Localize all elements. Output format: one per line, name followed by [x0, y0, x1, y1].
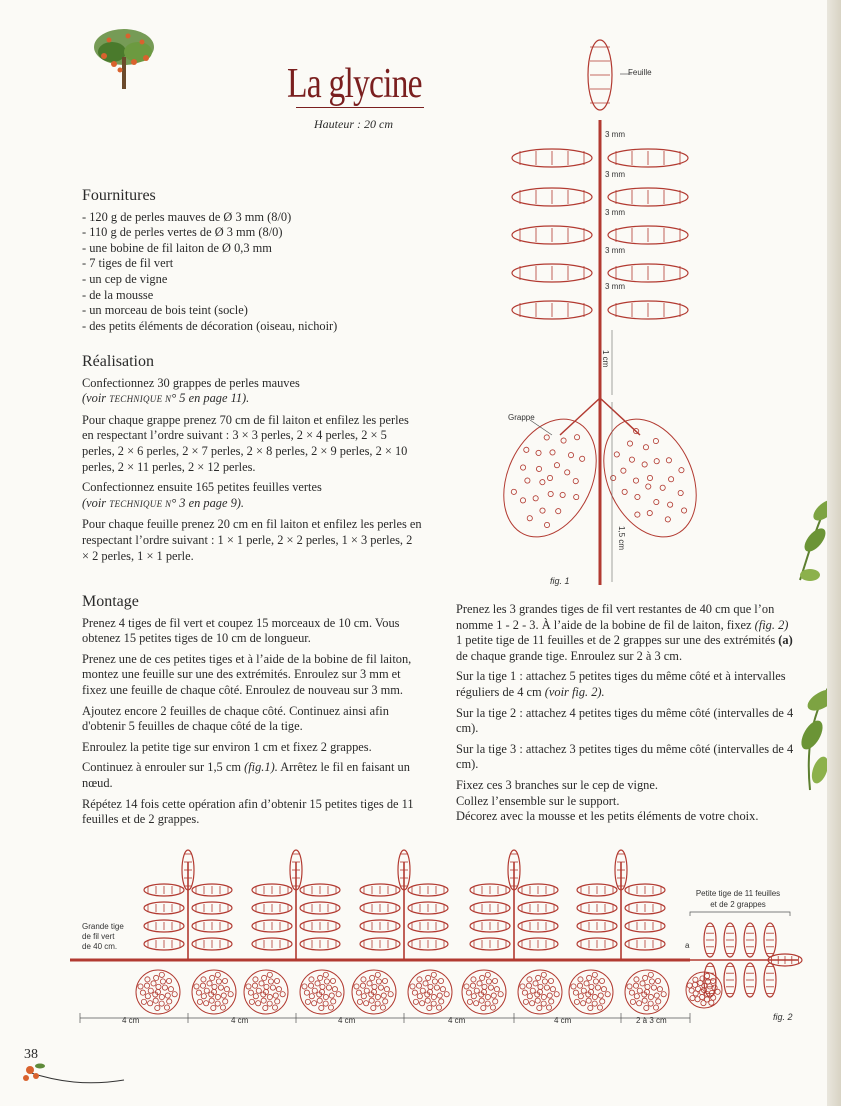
figure-1-caption: fig. 1: [550, 576, 570, 586]
bead-leaf: [192, 938, 232, 950]
assembly-instructions: [456, 602, 796, 825]
fournitures-heading: Fournitures: [82, 187, 156, 204]
realisation-section: [82, 354, 422, 569]
page-title: La glycine: [287, 61, 422, 107]
dim-label: 4 cm: [554, 1016, 572, 1025]
petite-tige-sprig: [462, 850, 562, 1014]
bead-leaf: [625, 902, 665, 914]
bead-leaf: [252, 920, 292, 932]
bead-leaf: [518, 884, 558, 896]
bead-leaf: [300, 938, 340, 950]
bead-leaf: [470, 902, 510, 914]
assembly-paragraph: Sur la tige 2 : attachez 4 petites tiges du même côté (intervalles de 4 cm).: [456, 705, 794, 736]
dim-label: 4 cm: [122, 1016, 140, 1025]
bead-leaf: [608, 188, 688, 206]
list-item: - des petits éléments de décoration (oiseau, nichoir): [82, 318, 338, 333]
bead-leaf: [512, 149, 592, 167]
bead-leaf: [252, 884, 292, 896]
petite-tige-label: Petite tige de 11 feuilles et de 2 grappes: [695, 889, 781, 909]
realisation-heading: Réalisation: [82, 353, 154, 370]
fournitures-section: [82, 188, 422, 334]
dim-label: 2 à 3 cm: [636, 1016, 667, 1025]
bead-leaf: [144, 920, 184, 932]
bead-leaf: [300, 902, 340, 914]
mm-label: 3 mm: [605, 170, 625, 179]
grappe-label: Grappe: [508, 413, 535, 422]
bead-leaf: [577, 920, 617, 932]
montage-paragraph: Enroulez la petite tige sur environ 1 cm et fixez 2 grappes.: [82, 739, 372, 754]
bead-leaf: [608, 264, 688, 282]
bead-leaf: [144, 902, 184, 914]
bead-cluster: [136, 970, 180, 1014]
list-item: - un cep de vigne: [82, 271, 168, 286]
bead-cluster: [408, 970, 452, 1014]
figure-2-drawing: [70, 840, 810, 1035]
bead-cluster: [244, 970, 288, 1014]
bead-leaf: [608, 149, 688, 167]
bead-leaf: [470, 938, 510, 950]
assembly-paragraph: Prenez les 3 grandes tiges de fil vert restantes de 40 cm que l’on nomme 1 - 2 - 3. À l’aide de la bobine de fil de laiton, fixez (fig. 2) 1 petite tige de 11 feuilles et de 2 grappes sur une des extrémités (a) de chaque grande tige. Enroulez sur 2 à 3 cm.: [456, 602, 793, 663]
assembly-paragraph: Sur la tige 3 : attachez 3 petites tiges du même côté (intervalles de 4 cm).: [456, 741, 794, 772]
one-five-cm-label: 1,5 cm: [617, 526, 626, 551]
bead-leaf: [360, 902, 400, 914]
realisation-paragraph: Pour chaque grappe prenez 70 cm de fil laiton et enfilez les perles en respectant l’ordre suivant : 3 × 3 perles, 2 × 4 perles, 2 × 5 perles, 2 × 6 perles, 2 × 7 perles, 2 × 8 perles, 2 × 9 perles, 2 × 10 perles, 2 × 11 perles, 2 × 12 perles.: [82, 412, 409, 474]
mm-label: 3 mm: [605, 282, 625, 291]
bead-leaf: [625, 884, 665, 896]
bead-leaf: [300, 920, 340, 932]
bead-cluster: [486, 404, 615, 552]
bead-cluster: [462, 970, 506, 1014]
bead-leaf: [360, 938, 400, 950]
bead-leaf: [192, 920, 232, 932]
bead-leaf: [360, 884, 400, 896]
bead-leaf: [408, 902, 448, 914]
montage-paragraph: Répétez 14 fois cette opération afin d’obtenir 15 petites tiges de 11 feuilles et de 2 grappes.: [82, 796, 414, 827]
bead-leaf: [744, 923, 756, 957]
one-cm-label: 1 cm: [601, 350, 610, 368]
bead-leaf: [764, 923, 776, 957]
bead-leaf: [470, 920, 510, 932]
bead-leaf: [625, 938, 665, 950]
mm-label: 3 mm: [605, 208, 625, 217]
bracket: [690, 912, 790, 916]
montage-paragraph: Continuez à enrouler sur 1,5 cm (fig.1). Arrêtez le fil en faisant un nœud.: [82, 760, 410, 790]
dim-label: 4 cm: [448, 1016, 466, 1025]
bead-leaf: [577, 938, 617, 950]
list-item: - 110 g de perles vertes de Ø 3 mm (8/0): [82, 225, 283, 240]
bead-leaf: [518, 920, 558, 932]
montage-section: [82, 594, 422, 833]
list-item: - 120 g de perles mauves de Ø 3 mm (8/0): [82, 209, 292, 224]
bead-cluster: [352, 970, 396, 1014]
page-number: 38: [24, 1047, 38, 1062]
bead-leaf: [512, 226, 592, 244]
mm-label: 3 mm: [605, 130, 625, 139]
a-label: a: [685, 941, 690, 950]
title-underline: [296, 107, 424, 108]
bead-leaf: [744, 963, 756, 997]
bead-leaf: [724, 963, 736, 997]
bead-leaf: [724, 923, 736, 957]
montage-paragraph: Ajoutez encore 2 feuilles de chaque côté. Continuez ainsi afin d'obtenir 5 feuilles de chaque côté de la tige.: [82, 703, 389, 734]
figure-2-caption: fig. 2: [773, 1012, 793, 1022]
list-item: - 7 tiges de fil vert: [82, 256, 174, 271]
realisation-paragraph: Pour chaque feuille prenez 20 cm en fil laiton et enfilez les perles en respectant l’ordre suivant : 1 × 1 perle, 2 × 2 perles, 1 × 3 perles, 2 × 2 perles, 1 × 1 perle.: [82, 517, 422, 563]
cluster-stem: [560, 398, 600, 435]
bead-leaf: [512, 301, 592, 319]
bead-leaf: [512, 264, 592, 282]
feuille-label: Feuille: [628, 68, 652, 77]
bead-leaf: [144, 938, 184, 950]
bead-leaf: [470, 884, 510, 896]
bead-cluster: [569, 970, 613, 1014]
figure-1: [480, 30, 700, 590]
petite-tige-sprig: [244, 850, 344, 1014]
bead-leaf: [704, 923, 716, 957]
petite-tige-sprig: [569, 850, 669, 1014]
bead-leaf: [192, 902, 232, 914]
realisation-paragraph: Confectionnez 30 grappes de perles mauves (voir TECHNIQUE N° 5 en page 11).: [82, 375, 300, 406]
bead-leaf: [577, 884, 617, 896]
bead-leaf: [518, 902, 558, 914]
list-item: - de la mousse: [82, 287, 154, 302]
page-subtitle: Hauteur : 20 cm: [314, 117, 393, 131]
bead-leaf: [360, 920, 400, 932]
bead-cluster: [625, 970, 669, 1014]
montage-paragraph: Prenez une de ces petites tiges et à l’aide de la bobine de fil laiton, montez une feuille sur une des extrémités. Enroulez sur 3 mm et fixez une feuille de chaque côté. Enroulez de nouveau sur 3 mm.: [82, 651, 412, 697]
figure-2: [70, 840, 810, 1035]
bead-leaf: [144, 884, 184, 896]
list-item: - un morceau de bois teint (socle): [82, 303, 248, 318]
bead-leaf: [625, 920, 665, 932]
bead-leaf: [518, 938, 558, 950]
bead-leaf: [764, 963, 776, 997]
bead-leaf: [408, 938, 448, 950]
bead-leaf: [300, 884, 340, 896]
page-edge: [827, 0, 841, 1106]
bead-leaf: [577, 902, 617, 914]
petite-tige-sprig: [352, 850, 452, 1014]
bead-cluster: [192, 970, 236, 1014]
bead-cluster: [518, 970, 562, 1014]
grande-tige-label: Grande tige de fil vert de 40 cm.: [82, 922, 124, 951]
mm-label: 3 mm: [605, 246, 625, 255]
bead-leaf: [192, 884, 232, 896]
montage-heading: Montage: [82, 593, 139, 610]
realisation-paragraph: Confectionnez ensuite 165 petites feuilles vertes (voir TECHNIQUE N° 3 en page 9).: [82, 480, 322, 510]
dim-label: 4 cm: [338, 1016, 356, 1025]
bead-cluster: [586, 404, 700, 552]
dim-label: 4 cm: [231, 1016, 249, 1025]
bead-leaf: [608, 226, 688, 244]
bead-leaf: [608, 301, 688, 319]
bead-leaf: [252, 902, 292, 914]
montage-paragraph: Prenez 4 tiges de fil vert et coupez 15 morceaux de 10 cm. Vous obtenez 15 petites tiges de 10 cm de longueur.: [82, 615, 400, 646]
bead-leaf: [252, 938, 292, 950]
assembly-paragraph: Fixez ces 3 branches sur le cep de vigne. Collez l’ensemble sur le support. Décorez avec la mousse et les petits éléments de votre choix.: [456, 777, 759, 824]
petite-tige-detached: [686, 923, 802, 1008]
assembly-paragraph: Sur la tige 1 : attachez 5 petites tiges du même côté et à intervalles réguliers de 4 cm (voir fig. 2).: [456, 669, 786, 699]
bead-leaf: [588, 40, 612, 110]
bead-cluster: [300, 970, 344, 1014]
list-item: - une bobine de fil laiton de Ø 0,3 mm: [82, 240, 272, 255]
figure-1-drawing: [480, 30, 700, 590]
fournitures-list: [82, 210, 422, 335]
bead-leaf: [512, 188, 592, 206]
bead-leaf: [408, 884, 448, 896]
bead-leaf: [408, 920, 448, 932]
petite-tige-sprig: [136, 850, 236, 1014]
wisteria-tree-illustration: [84, 22, 164, 92]
